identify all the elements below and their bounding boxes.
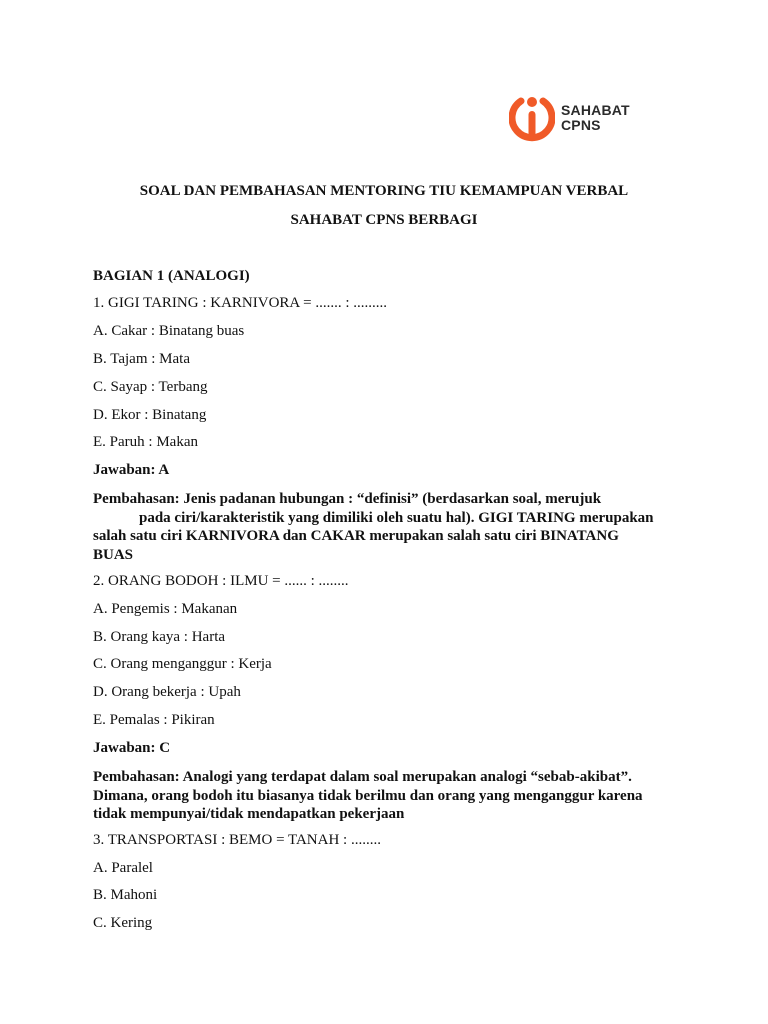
q1-explanation-line: Pembahasan: Jenis padanan hubungan : “definisi” (berdasarkan soal, merujuk [93,491,602,507]
q3-option-c: C. Kering [93,915,153,931]
q1-explanation-line: BUAS [93,546,134,563]
q1-explanation [93,490,683,564]
q2-option-d: D. Orang bekerja : Upah [93,684,241,700]
question-1: 1. GIGI TARING : KARNIVORA = ....... : ......... [93,295,388,311]
q1-option-c: C. Sayap : Terbang [93,379,208,395]
document-subtitle: SAHABAT CPNS BERBAGI [290,212,478,228]
q1-option-b: B. Tajam : Mata [93,351,190,367]
q2-answer: Jawaban: C [93,740,171,756]
q2-option-c: C. Orang menganggur : Kerja [93,656,272,672]
q1-option-d: D. Ekor : Binatang [93,407,207,423]
q1-explanation-line: salah satu ciri KARNIVORA dan CAKAR merupakan salah satu ciri BINATANG [93,528,619,544]
q2-option-a: A. Pengemis : Makanan [93,601,238,617]
q2-explanation-line: Dimana, orang bodoh itu biasanya tidak berilmu dan orang yang menganggur karena [93,787,643,804]
q2-explanation-line: tidak mempunyai/tidak mendapatkan pekerjaan [93,806,405,822]
q1-explanation-line: pada ciri/karakteristik yang dimiliki oleh suatu hal). GIGI TARING merupakan [139,509,654,526]
q1-answer: Jawaban: A [93,462,170,478]
q2-explanation [93,768,683,824]
document-title: SOAL DAN PEMBAHASAN MENTORING TIU KEMAMPUAN VERBAL [139,183,629,199]
q3-option-b: B. Mahoni [93,887,158,903]
sahabat-cpns-logo [509,93,649,143]
section-heading: BAGIAN 1 (ANALOGI) [93,268,250,284]
q1-option-e: E. Paruh : Makan [93,434,198,450]
q2-option-b: B. Orang kaya : Harta [93,629,226,645]
logo-text-line1: SAHABAT [561,102,630,118]
logo-text [561,103,630,133]
logo-text-line2: CPNS [561,117,601,133]
q2-option-e: E. Pemalas : Pikiran [93,712,215,728]
q1-option-a: A. Cakar : Binatang buas [93,323,245,339]
question-3: 3. TRANSPORTASI : BEMO = TANAH : ........ [93,832,381,848]
q3-option-a: A. Paralel [93,860,153,876]
question-2: 2. ORANG BODOH : ILMU = ...... : ........ [93,573,349,589]
sahabat-cpns-logo-icon [509,93,555,143]
q2-explanation-line: Pembahasan: Analogi yang terdapat dalam soal merupakan analogi “sebab-akibat”. [93,769,632,785]
